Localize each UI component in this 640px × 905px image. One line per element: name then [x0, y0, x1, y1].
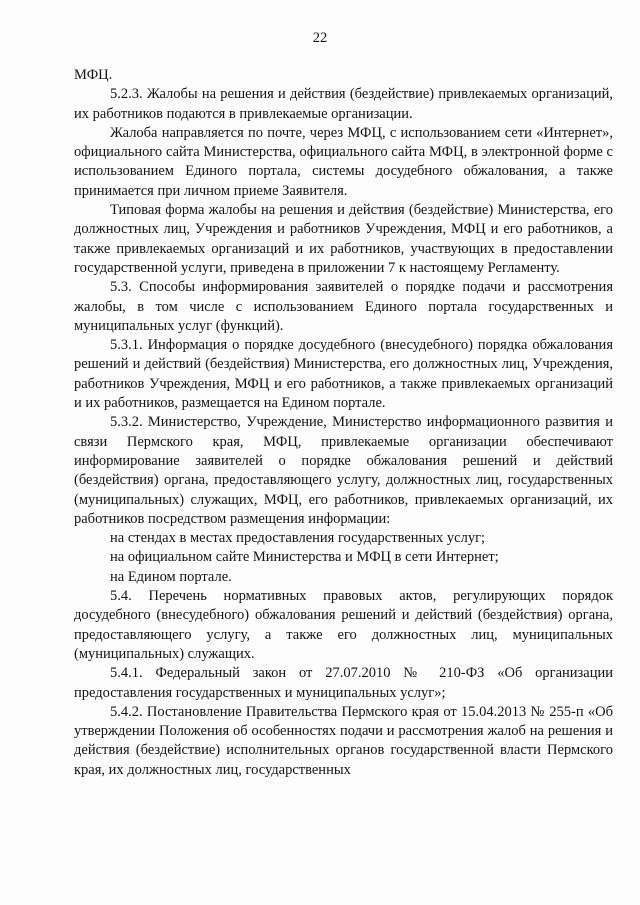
paragraph-5-4-2: 5.4.2. Постановление Правительства Пермского края от 15.04.2013 № 255-п «Об утверждении Положения об особенностях подачи и рассмотрения жалоб на решения и действия (бездействие) исполнительных органов государственной власти Пермского края, их должностных лиц, государственных — [74, 703, 613, 778]
paragraph-5-3-1: 5.3.1. Информация о порядке досудебного (внесудебного) порядка обжалования решений и действий (бездействия) Министерства, его должностных лиц, Учреждения, работников Учреждения, МФЦ и его работников, а также привлекаемых организаций и их работников, размещается на Едином портале. — [74, 337, 613, 412]
list-item-website: на официальном сайте Министерства и МФЦ в сети Интернет; — [110, 549, 499, 566]
list-item-portal: на Едином портале. — [110, 568, 232, 585]
paragraph-5-2-3: 5.2.3. Жалобы на решения и действия (бездействие) привлекаемых организаций, их работников подаются в привлекаемые организации. — [74, 86, 613, 122]
paragraph-5-4-1: 5.4.1. Федеральный закон от 27.07.2010 № 210-ФЗ «Об организации предоставления государственных и муниципальных услуг»; — [74, 665, 613, 701]
document-body — [74, 66, 613, 780]
list-item-stands: на стендах в местах предоставления государственных услуг; — [110, 530, 486, 547]
page-number: 22 — [312, 30, 328, 46]
paragraph-5-3: 5.3. Способы информирования заявителей о порядке подачи и рассмотрения жалобы, в том числе с использованием Единого портала государственных и муниципальных услуг (функций). — [74, 279, 613, 334]
paragraph-complaint-form: Типовая форма жалобы на решения и действия (бездействие) Министерства, его должностных лиц, Учреждения и работников Учреждения, МФЦ и его работников, а также привлекаемых организаций и их работников, участвующих в предоставлении государственной услуги, приведена в приложении 7 к настоящему Регламенту. — [74, 202, 613, 276]
paragraph-complaint-submission: Жалоба направляется по почте, через МФЦ, с использованием сети «Интернет», официального сайта Министерства, официального сайта МФЦ, в электронной форме с использованием Единого портала, системы досудебного обжалования, а также принимается при личном приеме Заявителя. — [74, 124, 613, 199]
paragraph-5-4: 5.4. Перечень нормативных правовых актов, регулирующих порядок досудебного (внесудебного) обжалования решений и действий (бездействия) органа, предоставляющего услугу, а также его должностных лиц, муниципальных (муниципальных) служащих. — [74, 588, 613, 662]
paragraph-continuation: МФЦ. — [74, 67, 113, 83]
paragraph-5-3-2: 5.3.2. Министерство, Учреждение, Министерство информационного развития и связи Пермского края, МФЦ, привлекаемые организации обеспечивают информирование заявителей о порядке обжалования решений и действий (бездействия) органа, предоставляющего услугу, должностных лиц, государственных (муниципальных) служащих, МФЦ, его работников, привлекаемых организаций, их работников посредством размещения информации: — [74, 414, 613, 527]
